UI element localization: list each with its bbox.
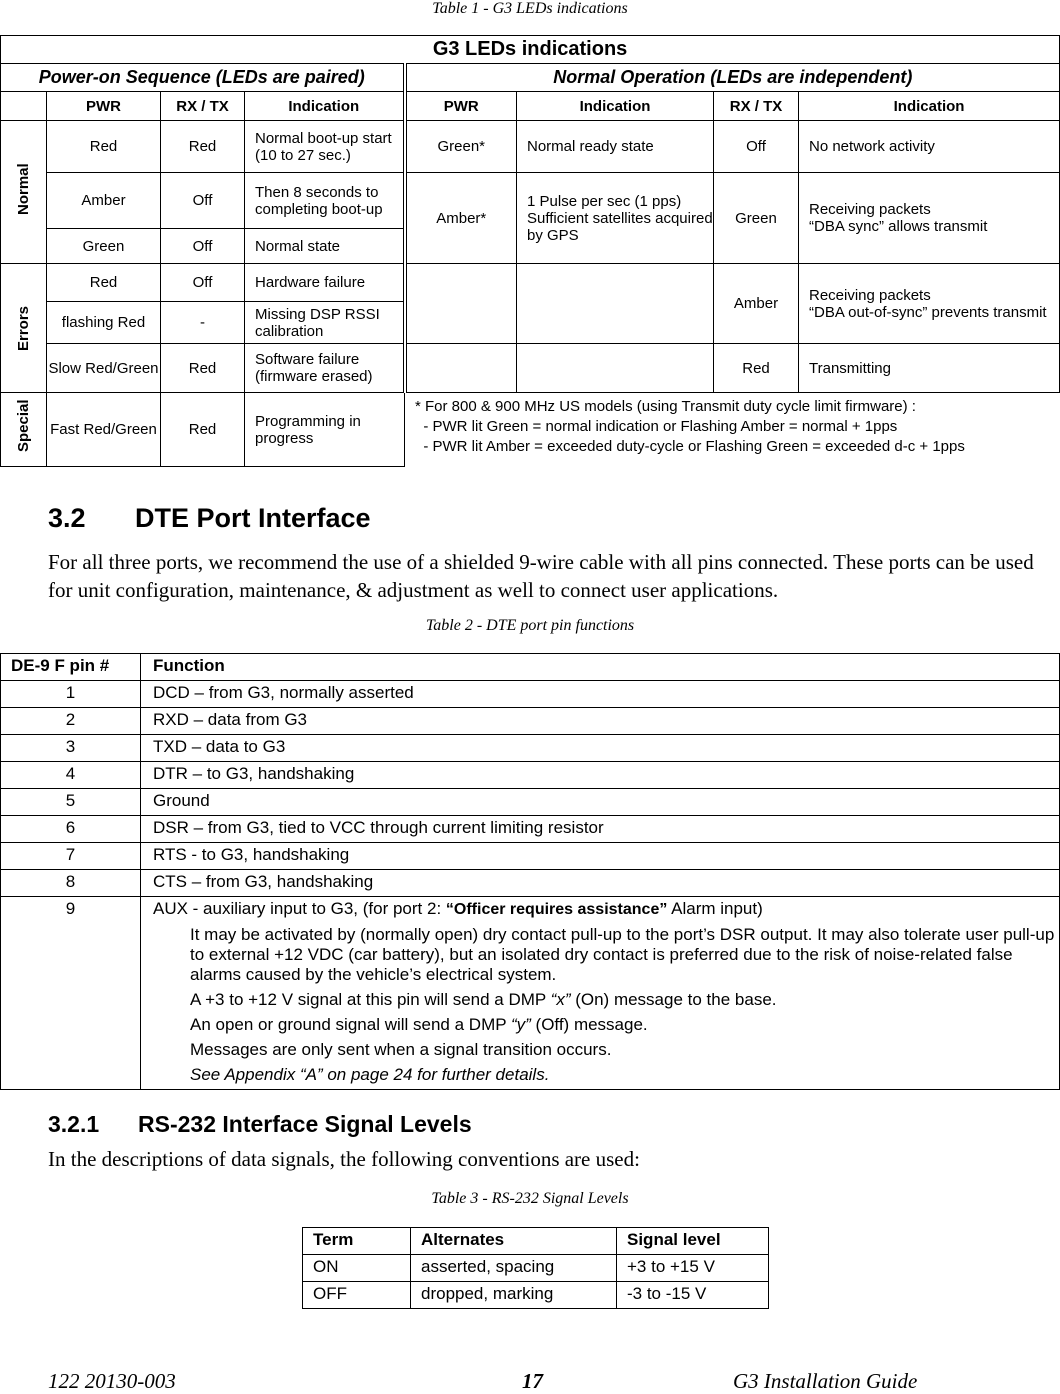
pin-function: TXD – data to G3 <box>141 735 1060 762</box>
cell-indication: Programming in progress <box>245 393 405 467</box>
cell-empty <box>405 264 517 344</box>
cell-rxtx: Off <box>161 264 245 302</box>
header-signal-level: Signal level <box>617 1228 769 1255</box>
pin-function: RXD – data from G3 <box>141 708 1060 735</box>
group-errors: Errors <box>1 264 47 393</box>
cell-pwr: flashing Red <box>47 302 161 344</box>
cell-rxtx: Off <box>161 229 245 264</box>
footer-doc-title: G3 Installation Guide <box>733 1369 918 1393</box>
pin-number: 6 <box>1 816 141 843</box>
cell-pwr: Red <box>47 264 161 302</box>
header-indication: Indication <box>245 92 405 121</box>
table1-caption: Table 1 - G3 LEDs indications <box>432 0 628 17</box>
header-indication-rxtx: Indication <box>799 92 1060 121</box>
cell-signal-level: -3 to -15 V <box>617 1282 769 1309</box>
footnote-line: - PWR lit Amber = exceeded duty-cycle or Flashing Green = exceeded d-c + 1pps <box>415 438 965 455</box>
pin-function: DTR – to G3, handshaking <box>141 762 1060 789</box>
footer-page-number: 17 <box>522 1369 543 1393</box>
pin-function: DCD – from G3, normally asserted <box>141 681 1060 708</box>
footer-doc-number: 122 20130-003 <box>48 1369 176 1393</box>
cell-empty <box>405 344 517 393</box>
section-power-on: Power-on Sequence (LEDs are paired) <box>1 64 405 92</box>
cell-normal-rx-indication: Transmitting <box>799 344 1060 393</box>
header-pwr: PWR <box>47 92 161 121</box>
cell-normal-rxtx: Green <box>714 173 799 264</box>
cell-empty <box>517 264 714 344</box>
cell-pwr: Amber <box>47 173 161 229</box>
table1-title: G3 LEDs indications <box>1 36 1060 64</box>
section-3-2-body: For all three ports, we recommend the use of a shielded 9-wire cable with all pins connected. These ports can be used for unit configuration, maintenance, & adjustment as well to connect user applications. <box>48 550 1034 602</box>
cell-alternates: asserted, spacing <box>411 1255 617 1282</box>
pin-function: CTS – from G3, handshaking <box>141 870 1060 897</box>
pin-number: 3 <box>1 735 141 762</box>
rs232-levels-table <box>302 1227 769 1309</box>
section-title: RS-232 Interface Signal Levels <box>138 1111 472 1137</box>
group-normal: Normal <box>1 121 47 264</box>
table2-caption: Table 2 - DTE port pin functions <box>425 617 635 634</box>
cell-rxtx: - <box>161 302 245 344</box>
led-indications-table <box>0 35 1060 467</box>
cell-normal-rx-indication: No network activity <box>799 121 1060 173</box>
aux-detail-appendix-ref: See Appendix “A” on page 24 for further details. <box>190 1065 550 1084</box>
cell-alternates: dropped, marking <box>411 1282 617 1309</box>
pin-number: 1 <box>1 681 141 708</box>
aux-detail: An open or ground signal will send a DMP “y” (Off) message. <box>190 1015 648 1034</box>
section-number: 3.2 <box>48 503 86 533</box>
pin-function: Ground <box>141 789 1060 816</box>
pin-number: 5 <box>1 789 141 816</box>
aux-detail: It may be activated by (normally open) dry contact pull-up to the port’s DSR output. It may also tolerate user pull-up to external +12 VDC (car battery), but an isolated dry contact is preferred due to the risk of noise-related false alarms caused by the vehicle’s electrical system. <box>190 925 1055 984</box>
cell-indication: Hardware failure <box>245 264 405 302</box>
cell-normal-rx-indication: Receiving packets “DBA sync” allows transmit <box>799 173 1060 264</box>
cell-indication: Software failure (firmware erased) <box>245 344 405 393</box>
header-pin: DE-9 F pin # <box>1 654 141 681</box>
cell-indication: Missing DSP RSSI calibration <box>245 302 405 344</box>
cell-rxtx: Red <box>161 393 245 467</box>
header-rxtx: RX / TX <box>161 92 245 121</box>
cell-empty <box>517 344 714 393</box>
pin-function-aux <box>141 897 1060 1090</box>
header-rxtx-normal: RX / TX <box>714 92 799 121</box>
header-pwr-normal: PWR <box>405 92 517 121</box>
cell-pwr: Fast Red/Green <box>47 393 161 467</box>
section-heading-3-2-1 <box>48 1111 472 1138</box>
aux-detail: Messages are only sent when a signal transition occurs. <box>190 1040 612 1059</box>
pin-number: 2 <box>1 708 141 735</box>
section-number: 3.2.1 <box>48 1111 100 1137</box>
group-special: Special <box>1 393 47 467</box>
header-alternates: Alternates <box>411 1228 617 1255</box>
cell-pwr: Slow Red/Green <box>47 344 161 393</box>
cell-indication: Normal boot-up start (10 to 27 sec.) <box>245 121 405 173</box>
pin-number: 9 <box>1 897 141 1090</box>
pin-number: 7 <box>1 843 141 870</box>
pin-function: RTS - to G3, handshaking <box>141 843 1060 870</box>
cell-normal-rx-indication: Receiving packets “DBA out-of-sync” prevents transmit <box>799 264 1060 344</box>
cell-indication: Normal state <box>245 229 405 264</box>
cell-normal-rxtx: Red <box>714 344 799 393</box>
section-title: DTE Port Interface <box>135 503 371 533</box>
pin-number: 4 <box>1 762 141 789</box>
aux-detail: A +3 to +12 V signal at this pin will send a DMP “x” (On) message to the base. <box>190 990 777 1009</box>
cell-rxtx: Red <box>161 121 245 173</box>
header-indication-normal: Indication <box>517 92 714 121</box>
cell-normal-rxtx: Amber <box>714 264 799 344</box>
header-function: Function <box>141 654 1060 681</box>
header-term: Term <box>303 1228 411 1255</box>
cell-rxtx: Red <box>161 344 245 393</box>
dte-pin-table <box>0 653 1060 1090</box>
table1-footnote <box>405 393 1060 467</box>
cell-normal-pwr: Green* <box>405 121 517 173</box>
table3-caption: Table 3 - RS-232 Signal Levels <box>431 1190 629 1207</box>
header-blank <box>1 92 47 121</box>
cell-rxtx: Off <box>161 173 245 229</box>
section-normal-operation: Normal Operation (LEDs are independent) <box>405 64 1060 92</box>
footnote-line: * For 800 & 900 MHz US models (using Transmit duty cycle limit firmware) : <box>415 398 916 415</box>
cell-pwr: Red <box>47 121 161 173</box>
aux-function-line: AUX - auxiliary input to G3, (for port 2: “Officer requires assistance” Alarm input) <box>153 899 763 918</box>
section-3-2-1-body: In the descriptions of data signals, the following conventions are used: <box>48 1147 640 1171</box>
officer-assistance-label: “Officer requires assistance” <box>445 901 668 918</box>
cell-normal-indication: Normal ready state <box>517 121 714 173</box>
cell-term: ON <box>303 1255 411 1282</box>
cell-signal-level: +3 to +15 V <box>617 1255 769 1282</box>
section-heading-3-2 <box>48 503 371 534</box>
pin-number: 8 <box>1 870 141 897</box>
cell-normal-indication: 1 Pulse per sec (1 pps) Sufficient satellites acquired by GPS <box>517 173 714 264</box>
cell-normal-rxtx: Off <box>714 121 799 173</box>
cell-term: OFF <box>303 1282 411 1309</box>
footnote-line: - PWR lit Green = normal indication or Flashing Amber = normal + 1pps <box>415 418 898 435</box>
pin-function: DSR – from G3, tied to VCC through current limiting resistor <box>141 816 1060 843</box>
cell-indication: Then 8 seconds to completing boot-up <box>245 173 405 229</box>
cell-normal-pwr: Amber* <box>405 173 517 264</box>
cell-pwr: Green <box>47 229 161 264</box>
